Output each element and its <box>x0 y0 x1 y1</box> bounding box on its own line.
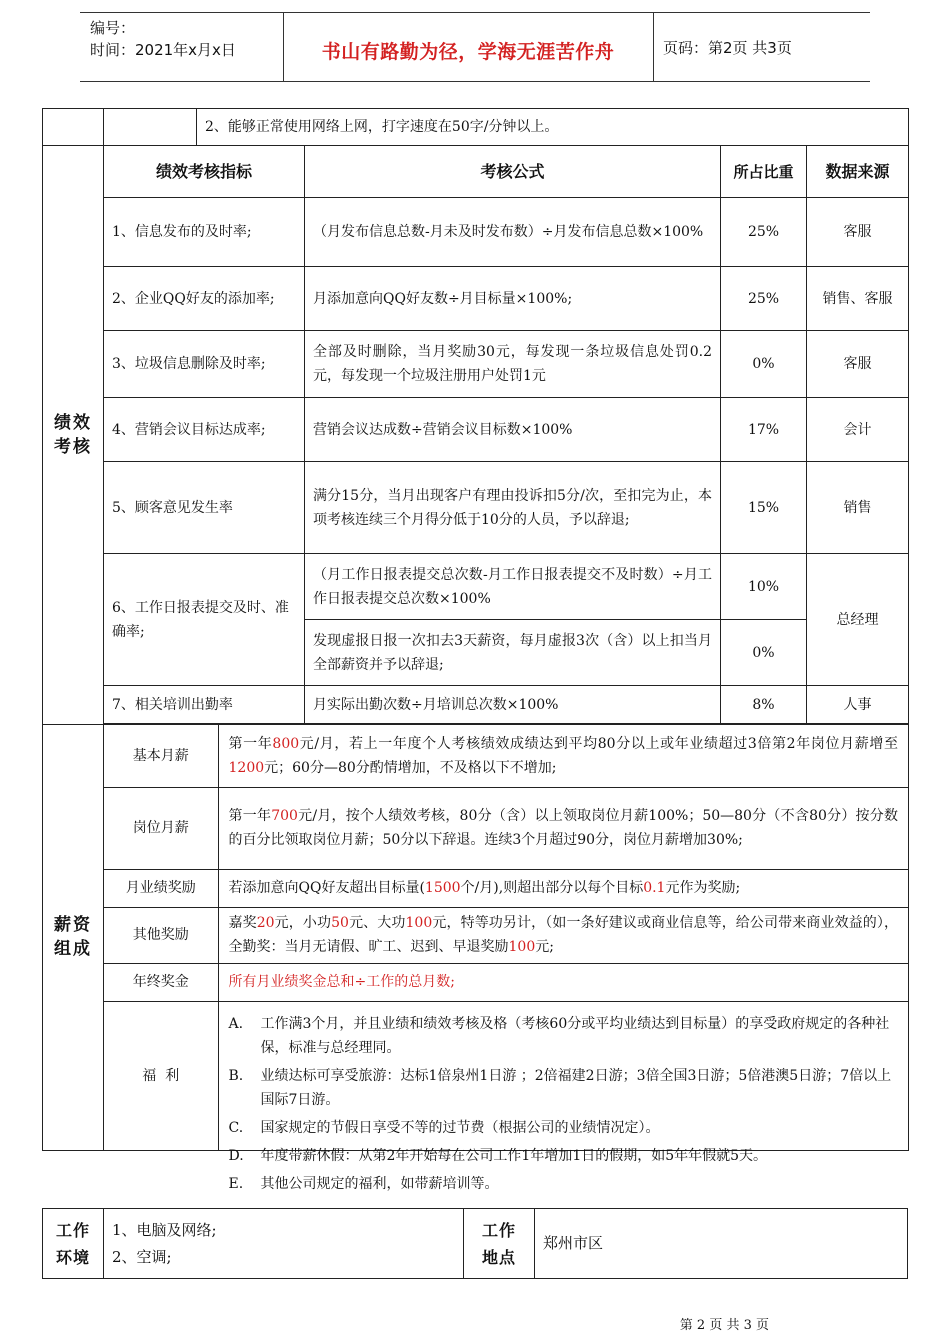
salary-section <box>43 725 909 1151</box>
page-header <box>80 12 870 82</box>
environment-table <box>42 1208 908 1279</box>
requirement-row <box>43 109 909 146</box>
salary-post-row: 岗位月薪 第一年700元/月，按个人绩效考核，80分（含）以上领取岗位月薪100%；50—80分（不含80分）按分数的百分比领取岗位月薪；50分以下辞退。连续3个月超过90分，岗位月薪增加30%; <box>104 787 908 869</box>
table-row: 2、企业QQ好友的添加率; 月添加意向QQ好友数÷月目标量×100%; 25% 销售、客服 <box>43 267 909 331</box>
col-indicator: 绩效考核指标 <box>104 146 305 198</box>
list-item: A. 工作满3个月，并且业绩和绩效考核及格（考核60分或平均业绩达到目标量）的享受政府规定的各种社保，标准与总经理同。 <box>228 1015 890 1056</box>
performance-section-label: 绩效 考核 <box>43 146 104 725</box>
page-indicator: 页码：第2页 共3页 <box>663 39 792 57</box>
salary-benefits-row: 福 利 A. 工作满3个月，并且业绩和绩效考核及格（考核60分或平均业绩达到目标量）的享受政府规定的各种社保，标准与总经理同。 B. 业绩达标可享受旅游：达标1倍泉州1日游 ；2倍福建2日游；3倍全国3日游；5倍港澳5日游；7倍以上国际7日游。 C. 国家规定的节假日享受不等的过节费（根据公司的业绩情况定）。 D. 年度带薪休假：从第2年开始每在公司工作1年增加1日的假期，如5年年假就5天。 E. 其他公司规定的福利，如带薪培训等。 <box>104 1001 908 1150</box>
list-item: C. 国家规定的节假日享受不等的过节费（根据公司的业绩情况定）。 <box>228 1119 660 1136</box>
environment-items: 1、电脑及网络; 2、空调; <box>104 1209 464 1279</box>
environment-label: 工作 环境 <box>43 1209 104 1279</box>
header-meta <box>80 13 284 81</box>
table-row: 7、相关培训出勤率 月实际出勤次数÷月培训总次数×100% 8% 人事 <box>43 686 909 724</box>
salary-section-label: 薪资 组成 <box>43 725 104 1151</box>
table-row: 发现虚报日报一次扣去3天薪资，每月虚报3次（含）以上扣当月全部薪资并予以辞退; 0% <box>43 620 909 686</box>
performance-header-row <box>43 146 909 198</box>
page-footer: 第 2 页 共 3 页 <box>679 1318 769 1333</box>
salary-monthly-bonus-row: 月业绩奖励 若添加意向QQ好友超出目标量(1500个/月),则超出部分以每个目标0.1元作为奖励; <box>104 869 908 907</box>
salary-basic-row: 基本月薪 第一年800元/月，若上一年度个人考核绩效成绩达到平均80分以上或年业绩超过3倍第2年岗位月薪增至1200元；60分—80分酌情增加，不及格以下不增加; <box>104 725 908 787</box>
table-row: 1、信息发布的及时率; （月发布信息总数-月未及时发布数）÷月发布信息总数×100% 25% 客服 <box>43 198 909 267</box>
header-page-cell <box>653 13 870 81</box>
table-row: 3、垃圾信息删除及时率; 全部及时删除，当月奖励30元，每发现一条垃圾信息处罚0.2元，每发现一个垃圾注册用户处罚1元 0% 客服 <box>43 331 909 398</box>
salary-year-end-row: 年终奖金 所有月业绩奖金总和÷工作的总月数; <box>104 963 908 1001</box>
date-label: 时间：2021年x月x日 <box>90 41 236 59</box>
list-item: E. 其他公司规定的福利，如带薪培训等。 <box>228 1175 499 1192</box>
table-row: 6、工作日报表提交及时、准确率; （月工作日报表提交总次数-月工作日报表提交不及时数）÷月工作日报表提交总次数×100% 10% 总经理 <box>43 554 909 620</box>
table-row: 5、顾客意见发生率 满分15分，当月出现客户有理由投诉扣5分/次，至扣完为止，本项考核连续三个月得分低于10分的人员，予以辞退; 15% 销售 <box>43 462 909 554</box>
col-weight: 所占比重 <box>721 146 807 198</box>
main-table <box>42 108 909 1192</box>
location-value: 郑州市区 <box>535 1209 908 1279</box>
salary-other-row: 其他奖励 嘉奖20元，小功50元、大功100元，特等功另计，（如一条好建议或商业信息等，给公司带来商业效益的），全勤奖：当月无请假、旷工、迟到、早退奖励100元; <box>104 907 908 963</box>
list-item: B. 业绩达标可享受旅游：达标1倍泉州1日游 ；2倍福建2日游；3倍全国3日游；5倍港澳5日游；7倍以上国际7日游。 <box>228 1067 892 1108</box>
col-formula: 考核公式 <box>305 146 721 198</box>
benefits-list <box>228 1002 899 1192</box>
motto: 书山有路勤为径，学海无涯苦作舟 <box>321 41 615 63</box>
serial-label: 编号： <box>90 19 136 37</box>
list-item: D. 年度带薪休假：从第2年开始每在公司工作1年增加1日的假期，如5年年假就5天。 <box>228 1147 768 1164</box>
requirement-text: 2、能够正常使用网络上网，打字速度在50字/分钟以上。 <box>205 119 559 135</box>
table-row: 4、营销会议目标达成率; 营销会议达成数÷营销会议目标数×100% 17% 会计 <box>43 398 909 462</box>
header-motto-cell <box>283 13 654 81</box>
location-label: 工作 地点 <box>464 1209 535 1279</box>
salary-table <box>104 725 908 1192</box>
col-source: 数据来源 <box>807 146 909 198</box>
